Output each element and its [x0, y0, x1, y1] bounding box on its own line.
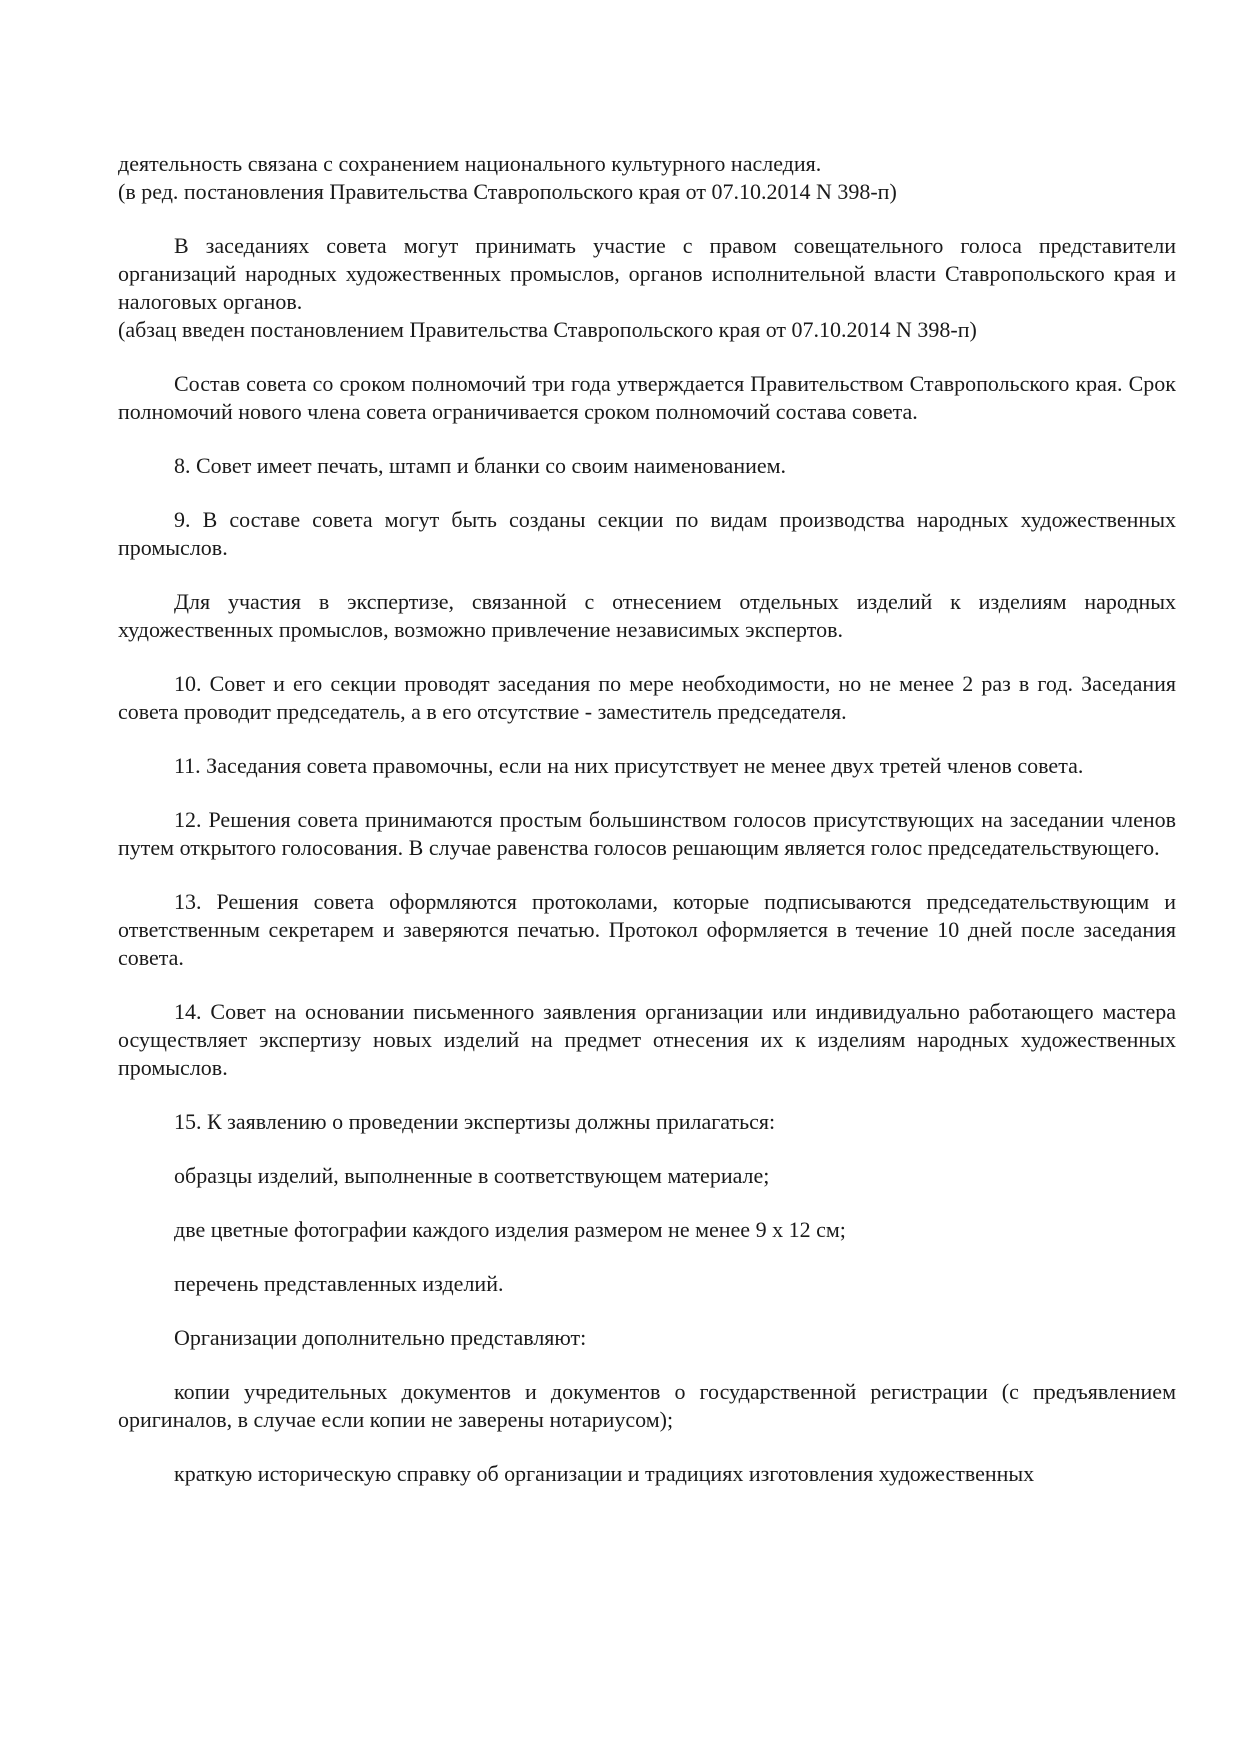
- paragraph-organizations-additional: Организации дополнительно представляют:: [174, 1325, 587, 1350]
- paragraph-10: 10. Совет и его секции проводят заседания по мере необходимости, но не менее 2 раз в год. Заседания совета проводит председатель, а в его отсутствие - заместитель председателя.: [118, 671, 1176, 724]
- paragraph-14: 14. Совет на основании письменного заявления организации или индивидуально работающего мастера осуществляет экспертизу новых изделий на предмет отнесения их к изделиям народных художественных промыслов.: [118, 999, 1176, 1080]
- amendment-note: (в ред. постановления Правительства Ставропольского края от 07.10.2014 N 398-п): [118, 179, 897, 204]
- paragraph-12: 12. Решения совета принимаются простым большинством голосов присутствующих на заседании членов путем открытого голосования. В случае равенства голосов решающим является голос председательствующего.: [118, 807, 1176, 860]
- paragraph-council-composition: Состав совета со сроком полномочий три года утверждается Правительством Ставропольского края. Срок полномочий нового члена совета ограничивается сроком полномочий состава совета.: [118, 371, 1176, 424]
- paragraph-text: деятельность связана с сохранением национального культурного наследия.: [118, 151, 822, 176]
- paragraph-11: 11. Заседания совета правомочны, если на них присутствует не менее двух третей членов совета.: [174, 753, 1084, 778]
- list-item-samples: образцы изделий, выполненные в соответствующем материале;: [174, 1163, 770, 1188]
- amendment-note: (абзац введен постановлением Правительства Ставропольского края от 07.10.2014 N 398-п): [118, 317, 977, 342]
- paragraph-text: В заседаниях совета могут принимать участие с правом совещательного голоса представители организаций народных художественных промыслов, органов исполнительной власти Ставропольского края и налоговых органов.: [118, 233, 1176, 314]
- paragraph-continuation: [118, 150, 1176, 206]
- paragraph-15: 15. К заявлению о проведении экспертизы должны прилагаться:: [174, 1109, 776, 1134]
- document-page: [118, 150, 1176, 1488]
- list-item-founding-documents: копии учредительных документов и документов о государственной регистрации (с предъявлением оригиналов, в случае если копии не заверены нотариусом);: [118, 1379, 1176, 1432]
- paragraph-advisory-participants: [118, 232, 1176, 344]
- paragraph-9: 9. В составе совета могут быть созданы секции по видам производства народных художественных промыслов.: [118, 507, 1176, 560]
- list-item-photos: две цветные фотографии каждого изделия размером не менее 9 х 12 см;: [174, 1217, 846, 1242]
- paragraph-independent-experts: Для участия в экспертизе, связанной с отнесением отдельных изделий к изделиям народных художественных промыслов, возможно привлечение независимых экспертов.: [118, 589, 1176, 642]
- list-item-product-list: перечень представленных изделий.: [174, 1271, 504, 1296]
- paragraph-13: 13. Решения совета оформляются протоколами, которые подписываются председательствующим и ответственным секретарем и заверяются печатью. Протокол оформляется в течение 10 дней после заседания совета.: [118, 889, 1176, 970]
- list-item-historical-note: краткую историческую справку об организации и традициях изготовления художественных: [174, 1461, 1035, 1486]
- paragraph-8: 8. Совет имеет печать, штамп и бланки со своим наименованием.: [174, 453, 787, 478]
